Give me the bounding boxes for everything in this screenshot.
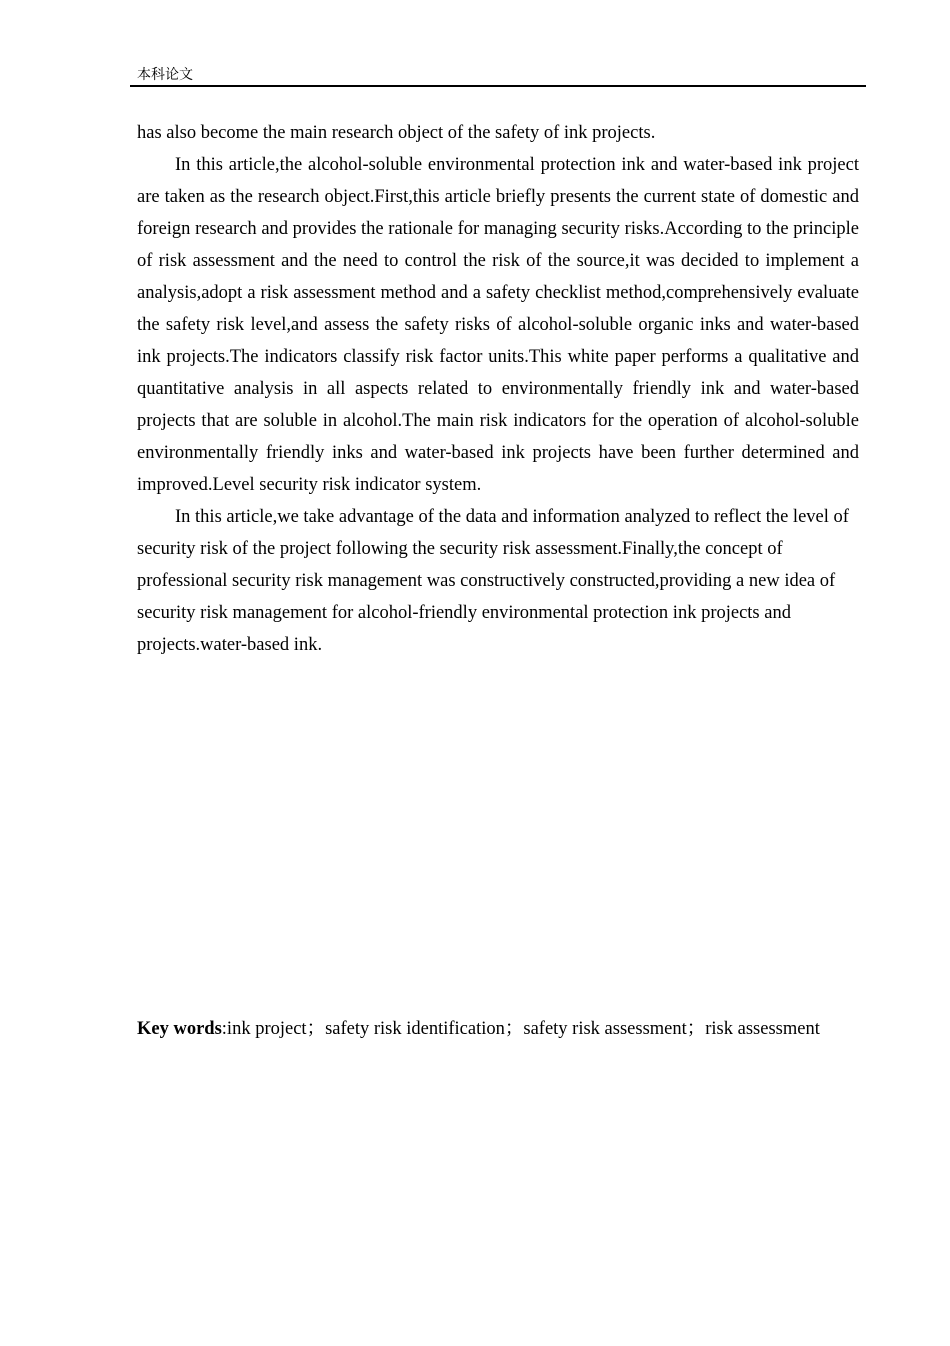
abstract-paragraph-1: has also become the main research object of the safety of ink projects. — [137, 123, 656, 143]
page-header-title: 本科论文 — [137, 67, 193, 83]
abstract-paragraph-2: In this article,the alcohol-soluble environmental protection ink and water-based ink project are taken as the research object.First,this article briefly presents the current state of domestic and foreign research and provides the rationale for managing security risks.According to the principle of risk assessment and the need to control the risk of the source,it was decided to implement a analysis,adopt a risk assessment method and a safety checklist method,comprehensively evaluate the safety risk level,and assess the safety risks of alcohol-soluble organic inks and water-based ink projects.The indicators classify risk factor units.This white paper performs a qualitative and quantitative analysis in all aspects related to environmentally friendly ink and water-based projects that are soluble in alcohol.The main risk indicators for the operation of alcohol-soluble environmentally friendly inks and water-based ink projects have been further determined and improved.Level security risk indicator system. — [137, 155, 859, 495]
abstract-paragraph-3: In this article,we take advantage of the data and information analyzed to reflect the level of security risk of the project following the security risk assessment.Finally,the concept of professional security risk management was constructively constructed,providing a new idea of security risk management for alcohol-friendly environmental protection ink projects and projects.water-based ink. — [137, 507, 849, 655]
abstract-body — [137, 117, 859, 661]
keywords-text: :ink project；safety risk identification；safety risk assessment；risk assessment — [221, 1019, 820, 1039]
keywords-label: Key words — [137, 1019, 222, 1039]
header-divider — [130, 85, 866, 87]
keywords-line — [137, 1013, 897, 1045]
